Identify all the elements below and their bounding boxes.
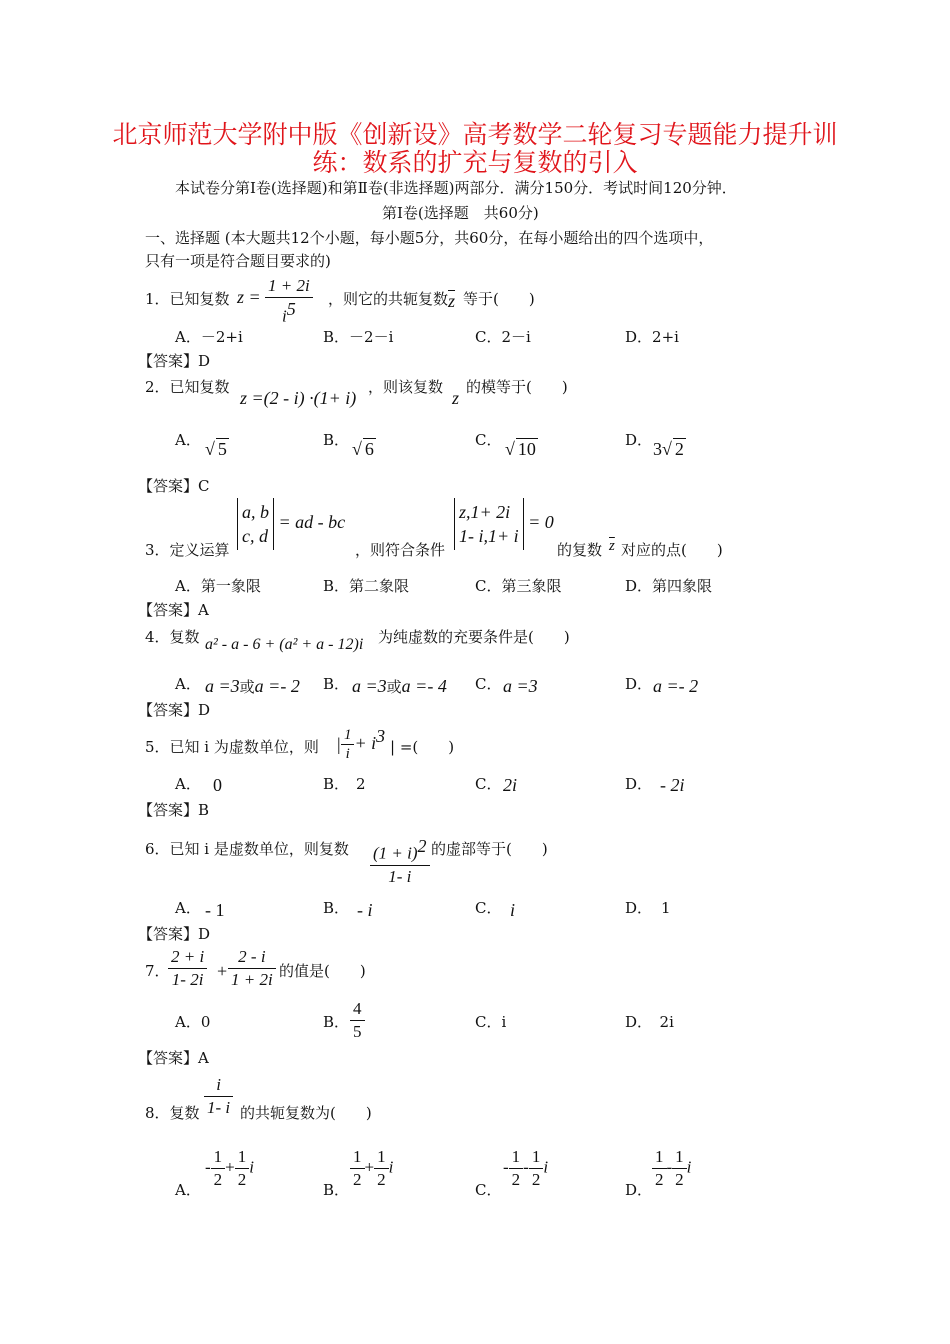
q2-stem-mid: ，则该复数 [368, 378, 444, 396]
q6-d-label: D． [625, 899, 653, 917]
q3-answer: 【答案】A [138, 601, 209, 619]
q2-var: z [452, 388, 460, 408]
q6-stem-end: 的虚部等于( ) [431, 840, 548, 858]
q6-a-value: - 1 [205, 900, 225, 920]
q5-a-value: 0 [213, 775, 222, 795]
q6-stem-pre: 6．已知 i 是虚数单位，则复数 [145, 840, 349, 858]
q1-stem-end: 等于( ) [463, 290, 535, 308]
q5-b-value: 2 [356, 775, 366, 793]
q3-det2: z,1+ 2i 1- i,1+ i = 0 [454, 498, 554, 550]
q1-conj-z: $\overline{z}$ [448, 291, 456, 311]
q6-fraction [370, 835, 430, 888]
q6-frac-den: 1- i [388, 866, 412, 886]
q3-option-c: C．第三象限 [475, 577, 562, 595]
q7-answer: 【答案】A [138, 1049, 209, 1067]
q4-math: a² - a - 6 + (a² + a - 12)i [205, 636, 364, 653]
q3-option-b: B．第二象限 [323, 577, 410, 595]
q3-var: $\overline{z}$ [609, 538, 615, 554]
q3-stem-mid: ，则符合条件 [355, 541, 446, 559]
q1-option-b: B．－2－i [323, 328, 394, 346]
q1-option-a: A．－2+i [175, 328, 243, 346]
q6-frac-num: $(1 + i)^2$ [370, 835, 430, 866]
q1-frac-den: $i^5$ [281, 299, 296, 326]
q7-number: 7． [145, 962, 170, 980]
q4-c-value: a =3 [503, 676, 538, 696]
q7-option-c: C．i [475, 1013, 507, 1031]
section1-heading: 一、选择题 (本大题共12个小题，每小题5分，共60分，在每小题给出的四个选项中， [145, 229, 714, 247]
q3-stem-end: 对应的点( ) [621, 541, 723, 559]
q8-a-value: - $\frac{1}{2}$ + $\frac{1}{2}$ i [205, 1147, 254, 1189]
q2-a-label: A． [175, 431, 201, 449]
q5-d-value: - 2i [660, 775, 685, 795]
q4-a-label: A． [175, 675, 201, 693]
q7-option-a: A．0 [175, 1013, 211, 1031]
q7-option-d: D． 2i [625, 1013, 674, 1031]
q8-d-value: $\frac{1}{2}$ - $\frac{1}{2}$ i [652, 1146, 691, 1191]
q2-math: z =(2 - i) ·(1+ i) [240, 388, 357, 408]
intro-text: 本试卷分第Ⅰ卷(选择题)和第Ⅱ卷(非选择题)两部分．满分150分．考试时间120分钟． [175, 179, 737, 197]
q8-c-value: - $\frac{1}{2}$ - $\frac{1}{2}$ i [503, 1147, 549, 1189]
q8-a-label: A． [175, 1181, 201, 1199]
q5-answer: 【答案】B [138, 801, 210, 819]
q7-plus: + [217, 961, 228, 981]
q1-stem-pre: 1．已知复数 [145, 290, 230, 308]
q8-b-value: $\frac{1}{2}$ + $\frac{1}{2}$ i [350, 1146, 393, 1191]
q4-stem-end: 为纯虚数的充要条件是( ) [378, 628, 570, 646]
q7-stem-end: 的值是( ) [279, 962, 366, 980]
q2-b-value: √ 6 [352, 439, 374, 459]
q3-stem-mid2: 的复数 [557, 541, 603, 559]
q6-c-label: C． [475, 899, 502, 917]
q2-b-label: B． [323, 431, 350, 449]
q7-fraction-1: $\frac{2 + i}{1- 2i}$ [168, 946, 207, 991]
q5-d-label: D． [625, 775, 653, 793]
q4-answer: 【答案】D [138, 701, 211, 719]
q2-answer: 【答案】C [138, 477, 210, 495]
q4-c-label: C． [475, 675, 502, 693]
q2-d-label: D． [625, 431, 653, 449]
q8-stem-pre: 8．复数 [145, 1104, 200, 1122]
q6-a-label: A． [175, 899, 201, 917]
q7-b-fraction: $\frac{4}{5}$ [350, 998, 365, 1043]
q6-b-label: B． [323, 899, 350, 917]
q5-stem-pre: 5．已知 i 为虚数单位，则 [145, 738, 319, 756]
q4-a-value: a =3或a =- 2 [205, 676, 300, 696]
q2-d-value: 3√ 2 [653, 439, 684, 459]
q5-b-label: B． [323, 775, 350, 793]
page-title-line1: 北京师范大学附中版《创新设》高考数学二轮复习专题能力提升训 [112, 120, 838, 149]
q2-c-label: C． [475, 431, 502, 449]
q6-d-value: 1 [661, 899, 671, 917]
q5-c-label: C． [475, 775, 502, 793]
q4-d-label: D． [625, 675, 653, 693]
q2-a-value: √ 5 [205, 439, 227, 459]
q7-b-label: B． [323, 1013, 350, 1031]
q3-option-a: A．第一象限 [175, 577, 261, 595]
q3-stem-pre: 3．定义运算 [145, 541, 230, 559]
q6-answer: 【答案】D [138, 925, 211, 943]
q8-stem-end: 的共轭复数为( ) [240, 1104, 372, 1122]
q4-b-label: B． [323, 675, 350, 693]
q1-option-d: D．2+i [625, 328, 679, 346]
q6-c-value: i [510, 900, 516, 920]
q5-math: | $\frac{1}{i}$ + $i^3$ [336, 726, 386, 763]
q1-stem-post: ，则它的共轭复数 [328, 290, 449, 308]
q1-option-c: C．2－i [475, 328, 531, 346]
page-title-line2: 练：数系的扩充与复数的引入 [312, 148, 638, 177]
q2-stem-end: 的模等于( ) [466, 378, 568, 396]
q5-a-label: A． [175, 775, 201, 793]
q8-c-label: C． [475, 1181, 502, 1199]
q8-fraction: $\frac{i}{1- i}$ [204, 1074, 233, 1119]
q4-stem-pre: 4．复数 [145, 628, 200, 646]
part1-heading: 第Ⅰ卷(选择题 共60分) [382, 204, 539, 222]
q6-b-value: - i [357, 900, 373, 920]
q8-d-label: D． [625, 1181, 653, 1199]
q1-answer: 【答案】D [138, 352, 211, 370]
q3-det1: a, b c, d = ad - bc [237, 498, 345, 550]
section1-heading-line2: 只有一项是符合题目要求的) [145, 252, 331, 270]
q4-b-value: a =3或a =- 4 [352, 676, 447, 696]
q5-stem-end: | =( ) [390, 738, 455, 756]
q1-frac-num: 1 + 2i [265, 275, 313, 298]
q8-b-label: B． [323, 1181, 350, 1199]
q1-fraction [265, 275, 313, 328]
q7-fraction-2: $\frac{2 - i}{1 + 2i}$ [228, 946, 276, 991]
q4-d-value: a =- 2 [653, 676, 699, 696]
q5-c-value: 2i [503, 775, 518, 795]
q3-option-d: D．第四象限 [625, 577, 713, 595]
q2-stem-pre: 2．已知复数 [145, 378, 230, 396]
q2-c-value: √ 10 [505, 439, 536, 459]
q1-math-lhs: z = [237, 287, 261, 307]
